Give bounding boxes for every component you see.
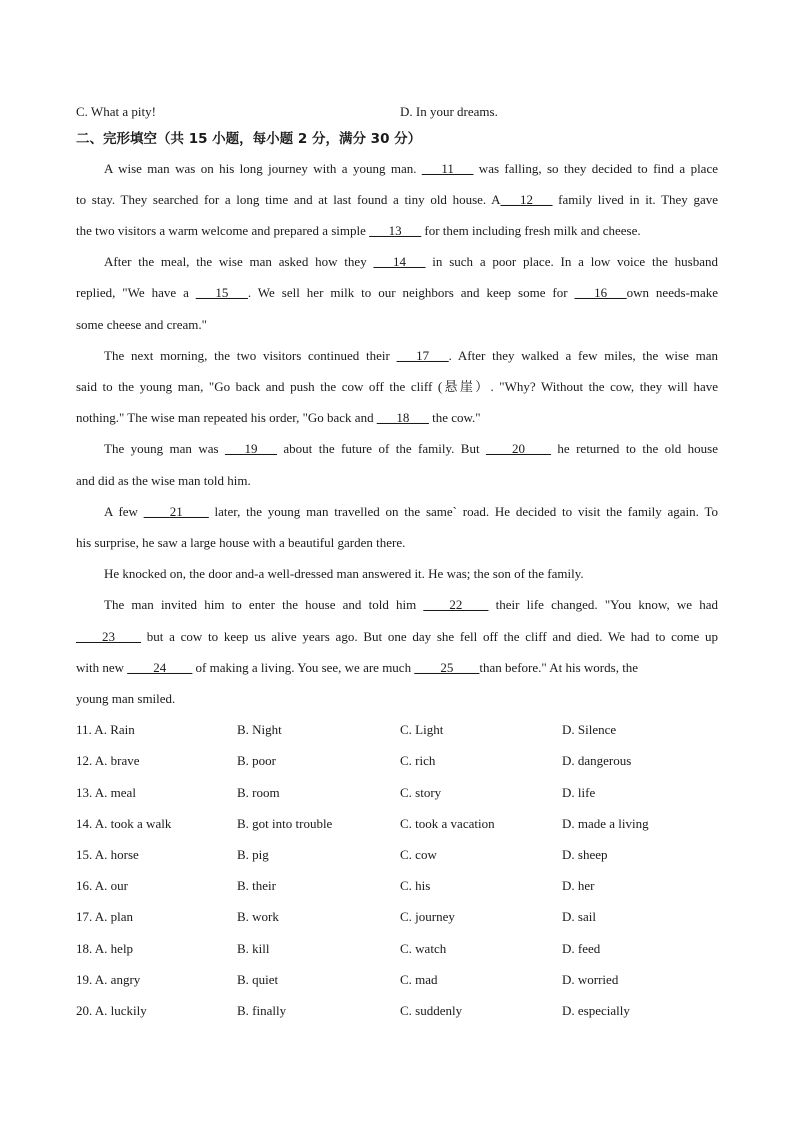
passage-line: ____23____ but a cow to keep us alive years ago. But one day she fell off the cliff and died. We had to come up: [76, 629, 718, 644]
passage-line: nothing." The wise man repeated his order, "Go back and ___18___ the cow.": [76, 410, 481, 425]
choice-c: C. cow: [400, 847, 437, 862]
choice-b: B. finally: [237, 1003, 287, 1018]
choice-b: B. pig: [237, 847, 269, 862]
choice-b: B. got into trouble: [237, 816, 333, 831]
choice-d: D. dangerous: [562, 753, 632, 768]
choice-c: C. suddenly: [400, 1003, 463, 1018]
choice-c: C. rich: [400, 753, 436, 768]
passage-line: the two visitors a warm welcome and prepared a simple ___13___ for them including fresh milk and cheese.: [76, 223, 641, 238]
choice-c: C. his: [400, 878, 431, 893]
passage-line: The next morning, the two visitors continued their ___17___. After they walked a few miles, the wise man: [104, 348, 718, 363]
passage-line: A wise man was on his long journey with a young man. ___11___ was falling, so they decided to find a place: [104, 161, 718, 176]
choice-a: 11. A. Rain: [76, 722, 135, 737]
choice-a: 20. A. luckily: [76, 1003, 147, 1018]
choice-c: C. took a vacation: [400, 816, 495, 831]
passage-line: replied, "We have a ___15___. We sell her milk to our neighbors and keep some for ___16___own needs-make: [76, 285, 718, 300]
choice-d: D. sail: [562, 909, 596, 924]
passage-line: He knocked on, the door and-a well-dressed man answered it. He was; the son of the family.: [104, 566, 584, 581]
passage-line: The young man was ___19___ about the future of the family. But ____20____ he returned to the old house: [104, 441, 719, 456]
passage-line: his surprise, he saw a large house with a beautiful garden there.: [76, 535, 406, 550]
choice-c: C. mad: [400, 972, 438, 987]
choice-d: D. especially: [562, 1003, 630, 1018]
choice-d: D. Silence: [562, 722, 617, 737]
passage-line: some cheese and cream.": [76, 317, 207, 332]
choice-a: 19. A. angry: [76, 972, 141, 987]
choice-c: C. journey: [400, 909, 455, 924]
choice-a: 15. A. horse: [76, 847, 139, 862]
choice-b: B. work: [237, 909, 279, 924]
passage-line: with new ____24____ of making a living. You see, we are much ____25____than before." At his words, the: [76, 660, 639, 675]
passage-line: young man smiled.: [76, 691, 176, 706]
passage-line: After the meal, the wise man asked how they ___14___ in such a poor place. In a low voice the husband: [104, 254, 718, 269]
passage-line: and did as the wise man told him.: [76, 473, 251, 488]
choice-a: 14. A. took a walk: [76, 816, 172, 831]
passage-line: to stay. They searched for a long time and at last found a tiny old house. A___12___ family lived in it. They gave: [76, 192, 719, 207]
choice-b: B. kill: [237, 941, 270, 956]
choice-a: 16. A. our: [76, 878, 128, 893]
choice-b: B. quiet: [237, 972, 279, 987]
choice-a: 17. A. plan: [76, 909, 134, 924]
choice-d: D. feed: [562, 941, 601, 956]
choice-d: D. sheep: [562, 847, 608, 862]
choice-d: D. life: [562, 785, 596, 800]
choice-b: B. room: [237, 785, 280, 800]
choice-d: D. her: [562, 878, 595, 893]
section-title: 二、完形填空（共 15 小题，每小题 2 分，满分 30 分）: [76, 131, 422, 147]
choice-a: 12. A. brave: [76, 753, 140, 768]
choice-a: 13. A. meal: [76, 785, 136, 800]
choice-d: D. worried: [562, 972, 619, 987]
option-c: C. What a pity!: [76, 104, 156, 119]
choice-b: B. Night: [237, 722, 282, 737]
passage-line: said to the young man, "Go back and push the cow off the cliff (悬崖）. "Why? Without the cow, they will have: [76, 379, 718, 394]
choice-c: C. story: [400, 785, 442, 800]
choice-a: 18. A. help: [76, 941, 134, 956]
choice-c: C. Light: [400, 722, 444, 737]
choice-b: B. poor: [237, 753, 276, 768]
choice-c: C. watch: [400, 941, 447, 956]
passage-line: A few ____21____ later, the young man travelled on the same` road. He decided to visit the family again. To: [104, 504, 718, 519]
choice-b: B. their: [237, 878, 276, 893]
passage-line: The man invited him to enter the house and told him ____22____ their life changed. "You know, we had: [104, 597, 718, 612]
choice-d: D. made a living: [562, 816, 649, 831]
option-d: D. In your dreams.: [400, 104, 498, 119]
